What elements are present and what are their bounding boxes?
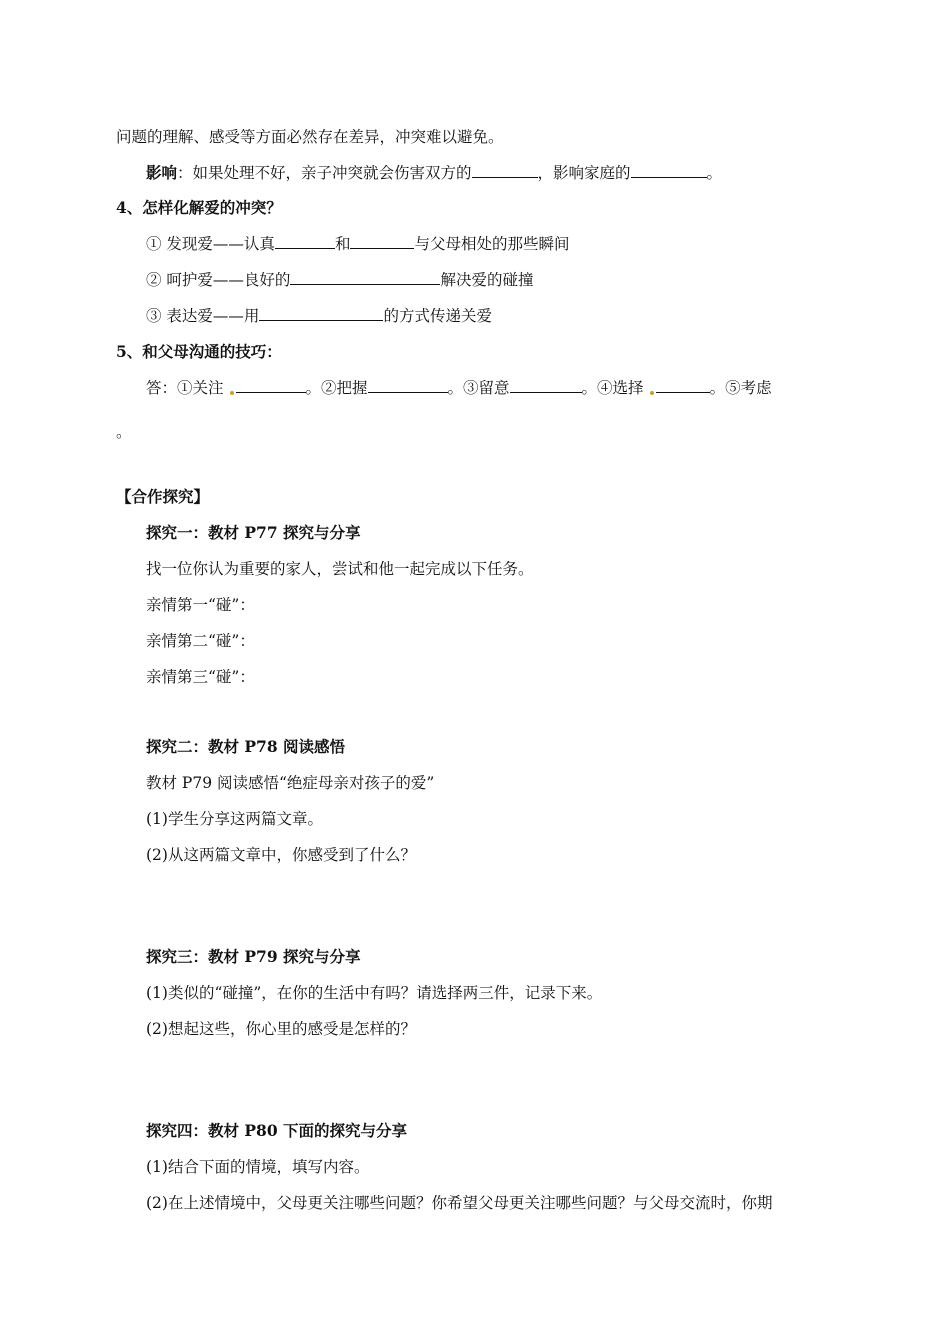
influence-line: 影响：如果处理不好，亲子冲突就会伤害双方的 ，影响家庭的 。 [146,163,723,182]
explore-1-line-1: 找一位你认为重要的家人，尝试和他一起完成以下任务。 [146,560,534,578]
explore-4-line-2: (2)在上述情境中，父母更关注哪些问题？你希望父母更关注哪些问题？与父母交流时，你期 [146,1194,773,1212]
blank-q5-4[interactable] [656,378,710,393]
blank-q5-3[interactable] [510,378,582,393]
blank-influence-2[interactable] [631,163,707,178]
intro-tail: 问题的理解、感受等方面必然存在差异，冲突难以避免。 [116,128,504,146]
influence-label: 影响 [146,163,178,182]
explore-3-line-2: (2)想起这些，你心里的感受是怎样的？ [146,1020,416,1038]
explore-4-title: 探究四：教材 P80 下面的探究与分享 [146,1121,408,1140]
q4-item-3: ③ 表达爱——用 的方式传递关爱 [146,307,492,325]
q5-title: 5、和父母沟通的技巧： [116,342,282,361]
q4-title: 4、怎样化解爱的冲突？ [116,198,282,217]
explore-1-title: 探究一：教材 P77 探究与分享 [146,523,361,542]
explore-4-line-1: (1)结合下面的情境，填写内容。 [146,1158,370,1176]
coop-heading: 【合作探究】 [116,487,210,506]
blank-influence-1[interactable] [472,163,538,178]
q5-overflow: 。 [116,423,132,441]
explore-1-line-2: 亲情第一“碰”： [146,596,255,614]
blank-q4-1a[interactable] [275,234,335,249]
blank-q5-1[interactable] [236,378,306,393]
explore-2-line-1: 教材 P79 阅读感悟“绝症母亲对孩子的爱” [146,774,435,792]
blank-q4-2[interactable] [290,270,440,285]
marker-dot-icon [230,391,234,395]
blank-q4-3[interactable] [259,306,383,321]
blank-q5-2[interactable] [368,378,448,393]
explore-2-line-2: (1)学生分享这两篇文章。 [146,810,323,828]
explore-3-line-1: (1)类似的“碰撞”，在你的生活中有吗？请选择两三件，记录下来。 [146,984,603,1002]
explore-1-line-4: 亲情第三“碰”： [146,668,255,686]
explore-1-line-3: 亲情第二“碰”： [146,632,255,650]
q5-answer: 答：①关注 。②把握 。③留意 。④选择 。⑤考虑 [146,379,772,397]
marker-dot-icon [650,391,654,395]
explore-3-title: 探究三：教材 P79 探究与分享 [146,947,361,966]
q4-item-2: ② 呵护爱——良好的 解决爱的碰撞 [146,271,534,289]
explore-2-title: 探究二：教材 P78 阅读感悟 [146,737,346,756]
blank-q4-1b[interactable] [350,234,414,249]
q4-item-1: ① 发现爱——认真 和 与父母相处的那些瞬间 [146,235,570,253]
explore-2-line-3: (2)从这两篇文章中，你感受到了什么？ [146,846,416,864]
